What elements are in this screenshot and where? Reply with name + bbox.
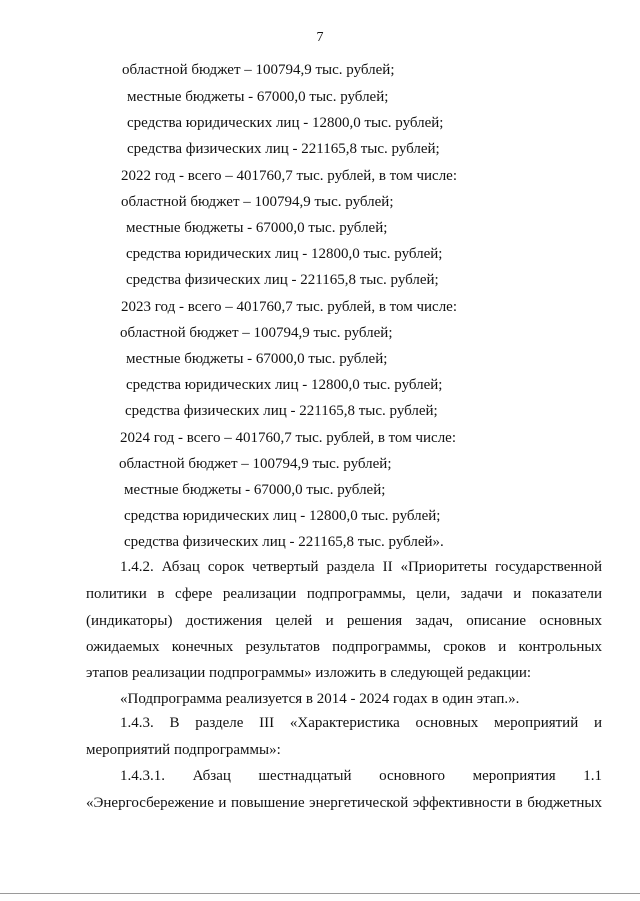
funding-line: областной бюджет – 100794,9 тыс. рублей; bbox=[120, 325, 393, 341]
funding-line: местные бюджеты - 67000,0 тыс. рублей; bbox=[126, 220, 388, 236]
funding-line: средства юридических лиц - 12800,0 тыс. рублей; bbox=[124, 508, 441, 524]
funding-line: областной бюджет – 100794,9 тыс. рублей; bbox=[119, 456, 392, 472]
paragraph-line: 1.4.3.1. Абзац шестнадцатый основного мероприятия 1.1 bbox=[120, 768, 602, 784]
paragraph-line: ожидаемых конечных результатов подпрограммы, сроков и контрольных bbox=[86, 639, 602, 655]
paragraph-line: «Энергосбережение и повышение энергетической эффективности в бюджетных bbox=[86, 795, 602, 811]
page-number: 7 bbox=[316, 30, 324, 45]
funding-line: местные бюджеты - 67000,0 тыс. рублей; bbox=[124, 482, 386, 498]
paragraph-line: политики в сфере реализации подпрограммы, цели, задачи и показатели bbox=[86, 586, 602, 602]
funding-line: областной бюджет – 100794,9 тыс. рублей; bbox=[121, 194, 394, 210]
funding-line: местные бюджеты - 67000,0 тыс. рублей; bbox=[127, 89, 389, 105]
funding-line: средства юридических лиц - 12800,0 тыс. рублей; bbox=[126, 377, 443, 393]
paragraph-line: 1.4.3. В разделе III «Характеристика основных мероприятий и bbox=[120, 715, 602, 731]
year-total-line: 2022 год - всего – 401760,7 тыс. рублей, в том числе: bbox=[121, 168, 458, 184]
year-total-line: 2024 год - всего – 401760,7 тыс. рублей, в том числе: bbox=[120, 430, 457, 446]
paragraph-line: (индикаторы) достижения целей и решения задач, описание основных bbox=[86, 613, 602, 629]
funding-line: средства юридических лиц - 12800,0 тыс. рублей; bbox=[127, 115, 444, 131]
scan-edge-line bbox=[0, 893, 640, 894]
paragraph-line: этапов реализации подпрограммы» изложить в следующей редакции: bbox=[86, 665, 532, 681]
year-total-line: 2023 год - всего – 401760,7 тыс. рублей, в том числе: bbox=[121, 299, 458, 315]
funding-line: средства физических лиц - 221165,8 тыс. рублей; bbox=[126, 272, 439, 288]
quoted-text: «Подпрограмма реализуется в 2014 - 2024 годах в один этап.». bbox=[120, 691, 520, 707]
paragraph-line: 1.4.2. Абзац сорок четвертый раздела II «Приоритеты государственной bbox=[120, 559, 602, 575]
funding-line: средства юридических лиц - 12800,0 тыс. рублей; bbox=[126, 246, 443, 262]
funding-line: средства физических лиц - 221165,8 тыс. рублей». bbox=[124, 534, 444, 550]
paragraph-line: мероприятий подпрограммы»: bbox=[86, 742, 281, 758]
funding-line: местные бюджеты - 67000,0 тыс. рублей; bbox=[126, 351, 388, 367]
funding-line: средства физических лиц - 221165,8 тыс. рублей; bbox=[127, 141, 440, 157]
funding-line: областной бюджет – 100794,9 тыс. рублей; bbox=[122, 62, 395, 78]
funding-line: средства физических лиц - 221165,8 тыс. рублей; bbox=[125, 403, 438, 419]
